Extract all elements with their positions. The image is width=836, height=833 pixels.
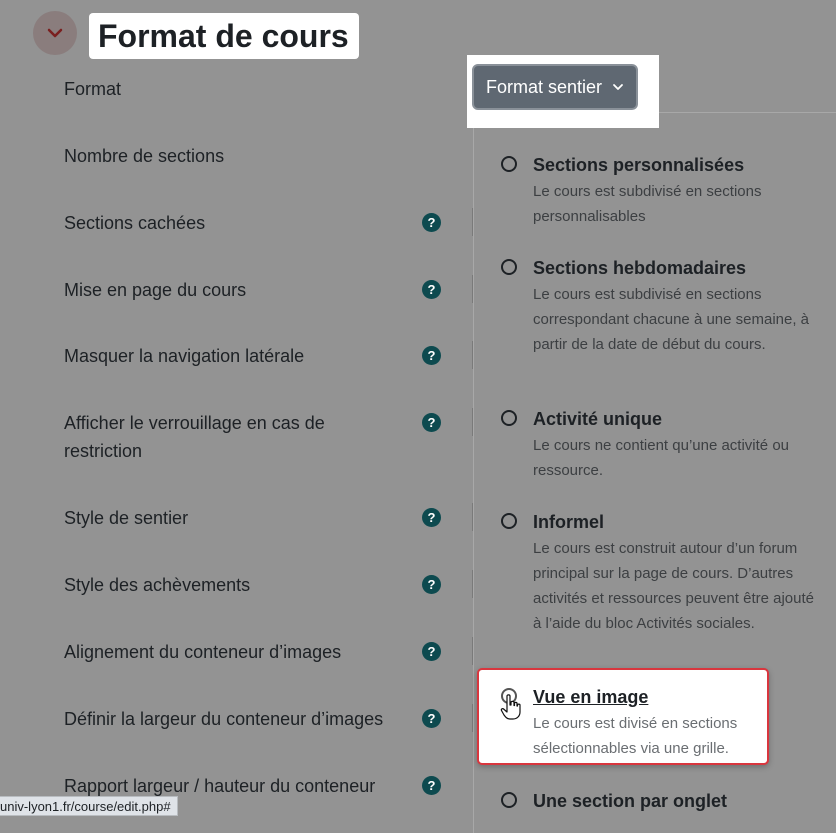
radio-icon[interactable] — [501, 513, 517, 529]
radio-icon[interactable] — [501, 259, 517, 275]
option-description: Le cours est subdivisé en sections personnalisables — [533, 183, 762, 225]
field-label-hidden-sections: Sections cachées — [64, 213, 206, 233]
field-label-hide-side-nav: Masquer la navigation latérale — [64, 346, 305, 366]
help-icon[interactable]: ? — [422, 776, 441, 795]
field-label-path-style: Style de sentier — [64, 508, 189, 528]
radio-icon[interactable] — [501, 792, 517, 808]
help-icon[interactable]: ? — [422, 213, 441, 232]
help-icon[interactable]: ? — [422, 575, 441, 594]
option-title: Sections personnalisées — [533, 155, 745, 175]
help-icon[interactable]: ? — [422, 508, 441, 527]
section-title-box — [89, 13, 359, 59]
option-title: Vue en image — [533, 687, 649, 707]
radio-icon[interactable] — [501, 410, 517, 426]
field-label-course-layout: Mise en page du cours — [64, 280, 247, 300]
field-label-section-count: Nombre de sections — [64, 146, 225, 166]
format-select-value: Format sentier — [485, 76, 603, 97]
field-label-format: Format — [64, 79, 122, 99]
option-description: Le cours est construit autour d’un forum principal sur la page de cours. D’autres activités et ressources peuvent être ajouté à l’aide du bloc Activités sociales. — [533, 540, 814, 632]
help-icon[interactable]: ? — [422, 642, 441, 661]
status-url: univ-lyon1.fr/course/edit.php# — [0, 799, 171, 814]
hand-pointer-icon — [500, 694, 522, 720]
option-description: Le cours est subdivisé en sections correspondant chacune à une semaine, à partir de la date de début du cours. — [533, 286, 810, 353]
help-icon[interactable]: ? — [422, 346, 441, 365]
help-icon[interactable]: ? — [422, 709, 441, 728]
help-icon[interactable]: ? — [422, 280, 441, 299]
field-label-show-lock: Afficher le verrouillage en cas de restriction — [64, 413, 325, 461]
section-title: Format de cours — [98, 17, 349, 54]
option-description: Le cours ne contient qu’une activité ou ressource. — [533, 437, 790, 479]
browser-status-bar — [0, 796, 178, 816]
help-icon[interactable]: ? — [422, 413, 441, 432]
chevron-down-icon — [45, 23, 65, 43]
field-label-completion-style: Style des achèvements — [64, 575, 251, 595]
field-label-image-container-width: Définir la largeur du conteneur d’images — [64, 709, 384, 729]
option-title: Sections hebdomadaires — [533, 258, 747, 278]
chevron-down-icon — [612, 81, 624, 93]
field-label-image-container-ratio: Rapport largeur / hauteur du conteneur — [64, 776, 376, 796]
option-title: Informel — [533, 512, 605, 532]
collapse-section-button[interactable] — [33, 11, 77, 55]
field-label-image-container-alignment: Alignement du conteneur d’images — [64, 642, 342, 662]
radio-icon[interactable] — [501, 156, 517, 172]
option-title: Activité unique — [533, 409, 663, 429]
format-select-button[interactable] — [472, 64, 638, 110]
option-description: Le cours est divisé en sections sélectionnables via une grille. — [533, 715, 738, 757]
format-select-highlight — [467, 55, 659, 128]
option-title: Une section par onglet — [533, 791, 728, 811]
